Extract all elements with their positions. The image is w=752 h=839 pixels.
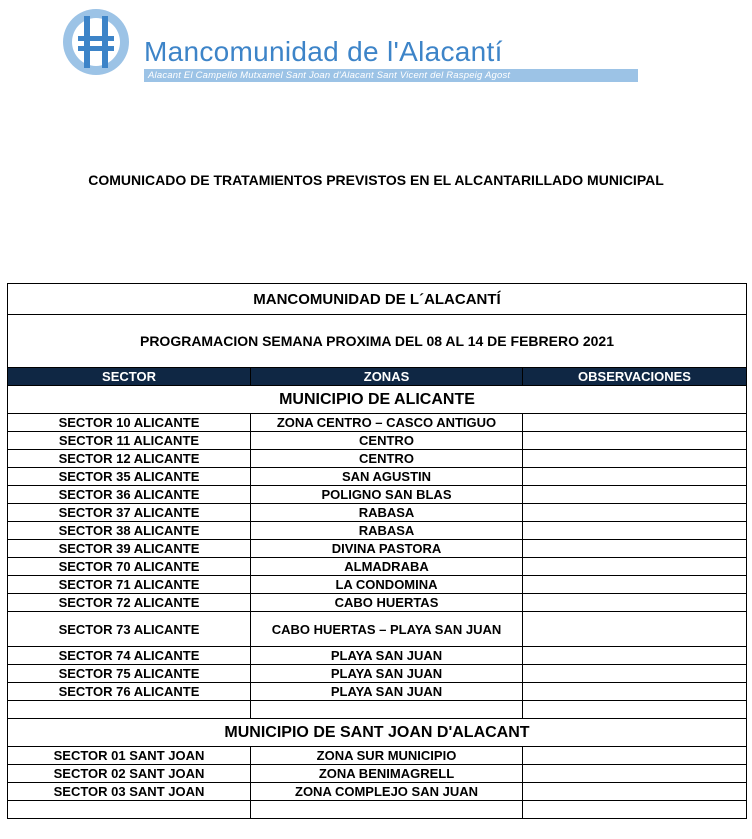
table-row (8, 540, 747, 558)
table-header-title-row (8, 284, 747, 315)
cell-zona: ZONA CENTRO – CASCO ANTIGUO (251, 414, 523, 432)
cell-zona: CENTRO (251, 450, 523, 468)
blank-cell (8, 701, 251, 719)
blank-cell (8, 801, 251, 819)
blank-cell (251, 801, 523, 819)
column-header-sector: SECTOR (8, 368, 251, 386)
column-header-observaciones: OBSERVACIONES (523, 368, 747, 386)
cell-zona: PLAYA SAN JUAN (251, 683, 523, 701)
cell-sector: SECTOR 03 SANT JOAN (8, 783, 251, 801)
cell-obs (523, 450, 747, 468)
cell-obs (523, 576, 747, 594)
table-row (8, 783, 747, 801)
table-row (8, 468, 747, 486)
cell-zona: PLAYA SAN JUAN (251, 647, 523, 665)
blank-cell (251, 701, 523, 719)
cell-sector: SECTOR 74 ALICANTE (8, 647, 251, 665)
cell-zona: DIVINA PASTORA (251, 540, 523, 558)
cell-obs (523, 665, 747, 683)
logo-subtitle: Alacant El Campello Mutxamel Sant Joan d'Alacant Sant Vicent del Raspeig Agost (148, 70, 511, 81)
table-row (8, 522, 747, 540)
cell-sector: SECTOR 38 ALICANTE (8, 522, 251, 540)
table-header-subtitle: PROGRAMACION SEMANA PROXIMA DEL 08 AL 14 DE FEBRERO 2021 (8, 315, 747, 368)
cell-obs (523, 486, 747, 504)
cell-zona: POLIGNO SAN BLAS (251, 486, 523, 504)
cell-sector: SECTOR 71 ALICANTE (8, 576, 251, 594)
cell-sector: SECTOR 37 ALICANTE (8, 504, 251, 522)
cell-sector: SECTOR 76 ALICANTE (8, 683, 251, 701)
cell-zona: CABO HUERTAS (251, 594, 523, 612)
logo-mark-icon (60, 6, 140, 78)
table-row (8, 765, 747, 783)
cell-zona: CABO HUERTAS – PLAYA SAN JUAN (251, 612, 523, 647)
cell-sector: SECTOR 35 ALICANTE (8, 468, 251, 486)
table-row (8, 414, 747, 432)
table-row (8, 647, 747, 665)
table-row (8, 504, 747, 522)
cell-obs (523, 468, 747, 486)
table-row (8, 747, 747, 765)
cell-obs (523, 765, 747, 783)
cell-zona: LA CONDOMINA (251, 576, 523, 594)
cell-zona: ZONA COMPLEJO SAN JUAN (251, 783, 523, 801)
municipality-row (8, 386, 747, 414)
cell-obs (523, 432, 747, 450)
cell-zona: ZONA SUR MUNICIPIO (251, 747, 523, 765)
cell-sector: SECTOR 01 SANT JOAN (8, 747, 251, 765)
blank-row (8, 701, 747, 719)
blank-cell (523, 701, 747, 719)
cell-obs (523, 504, 747, 522)
schedule-table (7, 283, 747, 819)
cell-zona: CENTRO (251, 432, 523, 450)
cell-zona: ALMADRABA (251, 558, 523, 576)
cell-obs (523, 783, 747, 801)
cell-obs (523, 683, 747, 701)
table-header-subtitle-row (8, 315, 747, 368)
municipality-row (8, 719, 747, 747)
cell-obs (523, 612, 747, 647)
table-row (8, 450, 747, 468)
table-row (8, 594, 747, 612)
cell-sector: SECTOR 12 ALICANTE (8, 450, 251, 468)
cell-obs (523, 522, 747, 540)
cell-sector: SECTOR 75 ALICANTE (8, 665, 251, 683)
table-row (8, 576, 747, 594)
cell-obs (523, 540, 747, 558)
document-title: COMUNICADO DE TRATAMIENTOS PREVISTOS EN EL ALCANTARILLADO MUNICIPAL (88, 172, 664, 188)
cell-sector: SECTOR 39 ALICANTE (8, 540, 251, 558)
cell-sector: SECTOR 72 ALICANTE (8, 594, 251, 612)
cell-obs (523, 647, 747, 665)
municipality-title: MUNICIPIO DE SANT JOAN D'ALACANT (8, 719, 747, 747)
cell-sector: SECTOR 10 ALICANTE (8, 414, 251, 432)
cell-zona: SAN AGUSTIN (251, 468, 523, 486)
table-row (8, 486, 747, 504)
cell-zona: RABASA (251, 522, 523, 540)
cell-obs (523, 747, 747, 765)
cell-obs (523, 558, 747, 576)
cell-zona: RABASA (251, 504, 523, 522)
column-header-zonas: ZONAS (251, 368, 523, 386)
column-header-row (8, 368, 747, 386)
table-row (8, 683, 747, 701)
table-row (8, 612, 747, 647)
cell-sector: SECTOR 02 SANT JOAN (8, 765, 251, 783)
logo-name: Mancomunidad de l'Alacantí (144, 36, 503, 67)
table-row (8, 558, 747, 576)
table-header-title: MANCOMUNIDAD DE L´ALACANTÍ (8, 284, 747, 315)
cell-zona: ZONA BENIMAGRELL (251, 765, 523, 783)
logo (60, 6, 600, 86)
cell-sector: SECTOR 36 ALICANTE (8, 486, 251, 504)
blank-row (8, 801, 747, 819)
municipality-title: MUNICIPIO DE ALICANTE (8, 386, 747, 414)
cell-sector: SECTOR 11 ALICANTE (8, 432, 251, 450)
cell-obs (523, 414, 747, 432)
blank-cell (523, 801, 747, 819)
cell-zona: PLAYA SAN JUAN (251, 665, 523, 683)
cell-sector: SECTOR 70 ALICANTE (8, 558, 251, 576)
table-row (8, 432, 747, 450)
cell-obs (523, 594, 747, 612)
cell-sector: SECTOR 73 ALICANTE (8, 612, 251, 647)
table-row (8, 665, 747, 683)
